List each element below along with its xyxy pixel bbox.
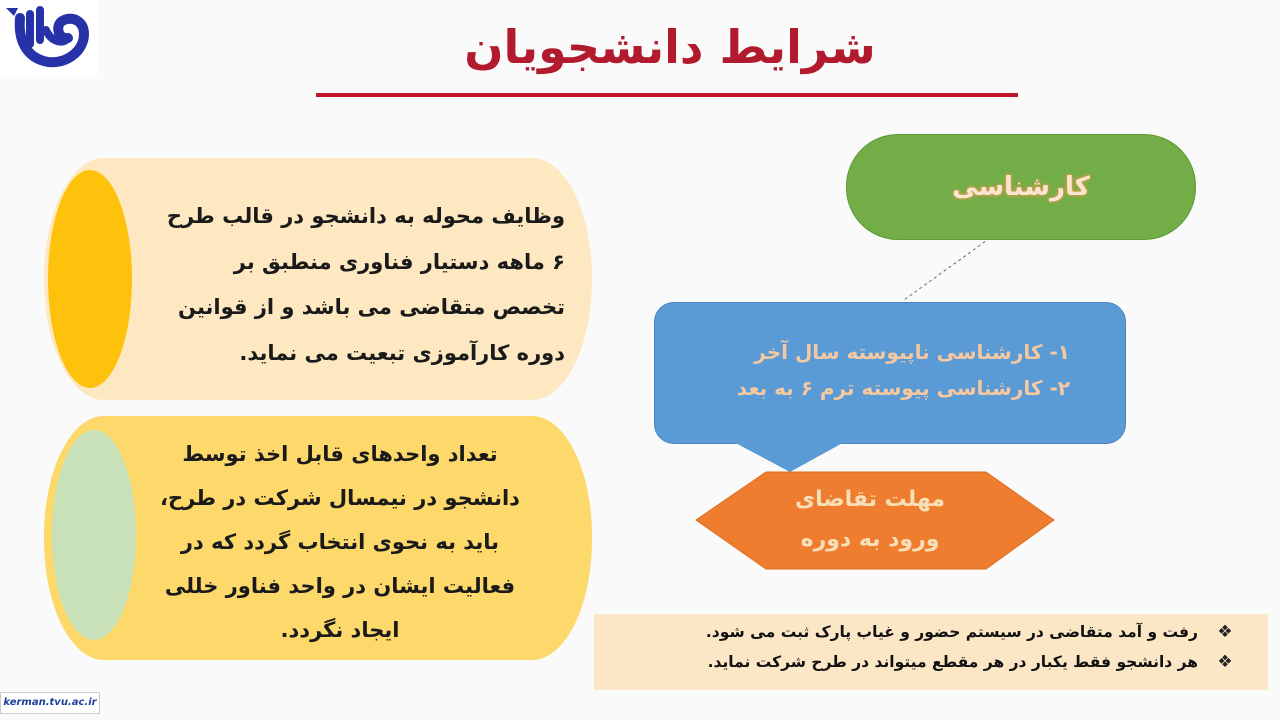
text-line: باید به نحوی انتخاب گردد که در [180, 530, 500, 554]
note-item [706, 622, 1238, 642]
eligibility-item: ۱- کارشناسی ناپیوسته سال آخر [754, 340, 1070, 364]
deadline-line: ورود به دوره [800, 527, 940, 552]
diamond-bullet-icon: ❖ [1217, 622, 1233, 642]
deadline-hexagon-text [720, 480, 1020, 560]
text-line: ایجاد نگردد. [280, 618, 400, 642]
text-line: تخصص متقاضی می باشد و از قوانین [178, 295, 565, 319]
page-title: شرایط دانشجویان [464, 20, 876, 74]
deadline-line: مهلت تقاضای [794, 487, 946, 512]
diamond-bullet-icon: ❖ [1217, 652, 1233, 672]
eligibility-item: ۲- کارشناسی پیوسته ترم ۶ به بعد [736, 376, 1070, 400]
note-text: رفت و آمد متقاضی در سیستم حضور و غیاب پارک ثبت می شود. [705, 623, 1198, 641]
note-text: هر دانشجو فقط یکبار در هر مقطع میتواند در طرح شرکت نماید. [707, 653, 1198, 671]
text-line: تعداد واحدهای قابل اخذ توسط [182, 442, 498, 466]
text-line: دوره کارآموزی تبعیت می نماید. [239, 340, 565, 365]
text-line: فعالیت ایشان در واحد فناور خللی [164, 574, 516, 598]
website-link[interactable]: kerman.tvu.ac.ir [0, 692, 100, 714]
note-item [708, 652, 1238, 672]
notes-box [594, 614, 1268, 690]
text-line: وظایف محوله به دانشجو در قالب طرح [166, 204, 565, 228]
degree-level-box: کارشناسی [846, 134, 1196, 240]
text-line: دانشجو در نیمسال شرکت در طرح، [160, 486, 520, 510]
text-line: ۶ ماهه دستیار فناوری منطبق بر [233, 249, 565, 274]
